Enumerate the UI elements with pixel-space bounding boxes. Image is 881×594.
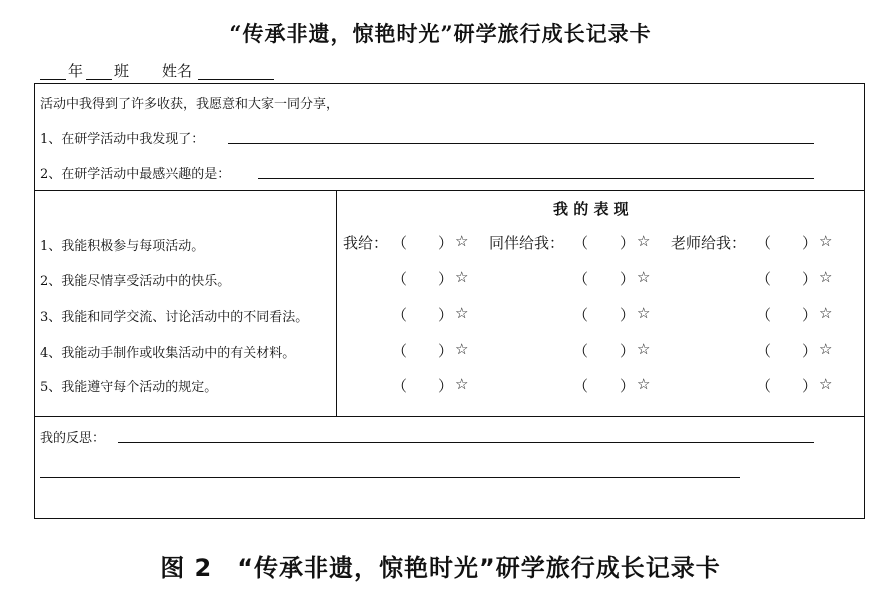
star-icon[interactable]: ☆ — [455, 304, 469, 322]
name-blank[interactable] — [198, 79, 274, 80]
interest-answer-line[interactable] — [258, 178, 814, 179]
rating-close-paren: ） — [802, 377, 818, 395]
rating-close-paren: ） — [620, 270, 636, 288]
star-icon[interactable]: ☆ — [455, 268, 469, 286]
rating-close-paren: ） — [438, 342, 454, 360]
star-icon[interactable]: ☆ — [819, 340, 833, 358]
table-left-border — [34, 83, 35, 519]
rating-open-paren: （ — [392, 234, 408, 252]
rating-close-paren: ） — [802, 234, 818, 252]
table-top-border — [34, 83, 864, 84]
rating-close-paren: ） — [620, 377, 636, 395]
rating-open-paren: （ — [756, 377, 772, 395]
star-icon[interactable]: ☆ — [637, 232, 651, 250]
rating-open-paren: （ — [392, 342, 408, 360]
performance-item-5: 5、我能遵守每个活动的规定。 — [40, 380, 218, 395]
performance-heading: 我 的 表 现 — [553, 200, 629, 218]
rating-open-paren: （ — [392, 377, 408, 395]
grade-label: 年 — [68, 62, 84, 80]
rating-open-paren: （ — [573, 234, 589, 252]
rating-open-paren: （ — [392, 306, 408, 324]
performance-item-3: 3、我能和同学交流、讨论活动中的不同看法。 — [40, 310, 309, 325]
rating-close-paren: ） — [620, 234, 636, 252]
performance-item-4: 4、我能动手制作或收集活动中的有关材料。 — [40, 346, 296, 361]
class-blank[interactable] — [86, 79, 112, 80]
table-bottom-edge — [34, 518, 864, 519]
share-intro: 活动中我得到了许多收获，我愿意和大家一同分享， — [40, 97, 340, 112]
rating-close-paren: ） — [438, 306, 454, 324]
star-icon[interactable]: ☆ — [819, 268, 833, 286]
card-title: “传承非遗，惊艳时光”研学旅行成长记录卡 — [229, 21, 652, 46]
rating-open-paren: （ — [756, 306, 772, 324]
section-divider-2 — [34, 416, 864, 417]
discovery-question: 1、在研学活动中我发现了： — [40, 132, 205, 147]
figure-caption: 图 2 “传承非遗，惊艳时光”研学旅行成长记录卡 — [160, 554, 721, 582]
performance-item-2: 2、我能尽情享受活动中的快乐。 — [40, 274, 231, 289]
star-icon[interactable]: ☆ — [819, 232, 833, 250]
rating-close-paren: ） — [802, 342, 818, 360]
star-icon[interactable]: ☆ — [637, 375, 651, 393]
rating-open-paren: （ — [573, 377, 589, 395]
rating-open-paren: （ — [756, 342, 772, 360]
rating-open-paren: （ — [573, 342, 589, 360]
rating-open-paren: （ — [573, 270, 589, 288]
rating-open-paren: （ — [756, 234, 772, 252]
table-right-border — [864, 83, 865, 519]
reflection-label: 我的反思： — [40, 431, 106, 446]
discovery-answer-line[interactable] — [228, 143, 814, 144]
reflection-line-2[interactable] — [40, 477, 740, 478]
star-icon[interactable]: ☆ — [455, 232, 469, 250]
star-icon[interactable]: ☆ — [819, 375, 833, 393]
grade-blank[interactable] — [40, 79, 66, 80]
teacher-rating-label: 老师给我： — [671, 234, 747, 252]
rating-close-paren: ） — [802, 306, 818, 324]
rating-close-paren: ） — [438, 377, 454, 395]
peer-rating-label: 同伴给我： — [489, 234, 565, 252]
class-label: 班 — [114, 62, 130, 80]
star-icon[interactable]: ☆ — [637, 340, 651, 358]
performance-item-1: 1、我能积极参与每项活动。 — [40, 239, 205, 254]
column-divider — [336, 190, 337, 416]
star-icon[interactable]: ☆ — [455, 340, 469, 358]
star-icon[interactable]: ☆ — [637, 268, 651, 286]
star-icon[interactable]: ☆ — [819, 304, 833, 322]
self-rating-label: 我给： — [343, 234, 389, 252]
section-divider-1 — [34, 190, 864, 191]
rating-close-paren: ） — [620, 306, 636, 324]
star-icon[interactable]: ☆ — [455, 375, 469, 393]
name-label: 姓名 — [162, 62, 193, 80]
rating-close-paren: ） — [802, 270, 818, 288]
rating-open-paren: （ — [756, 270, 772, 288]
rating-close-paren: ） — [438, 234, 454, 252]
reflection-line-1[interactable] — [118, 442, 814, 443]
star-icon[interactable]: ☆ — [637, 304, 651, 322]
rating-close-paren: ） — [438, 270, 454, 288]
rating-open-paren: （ — [573, 306, 589, 324]
rating-open-paren: （ — [392, 270, 408, 288]
interest-question: 2、在研学活动中最感兴趣的是： — [40, 167, 231, 182]
rating-close-paren: ） — [620, 342, 636, 360]
